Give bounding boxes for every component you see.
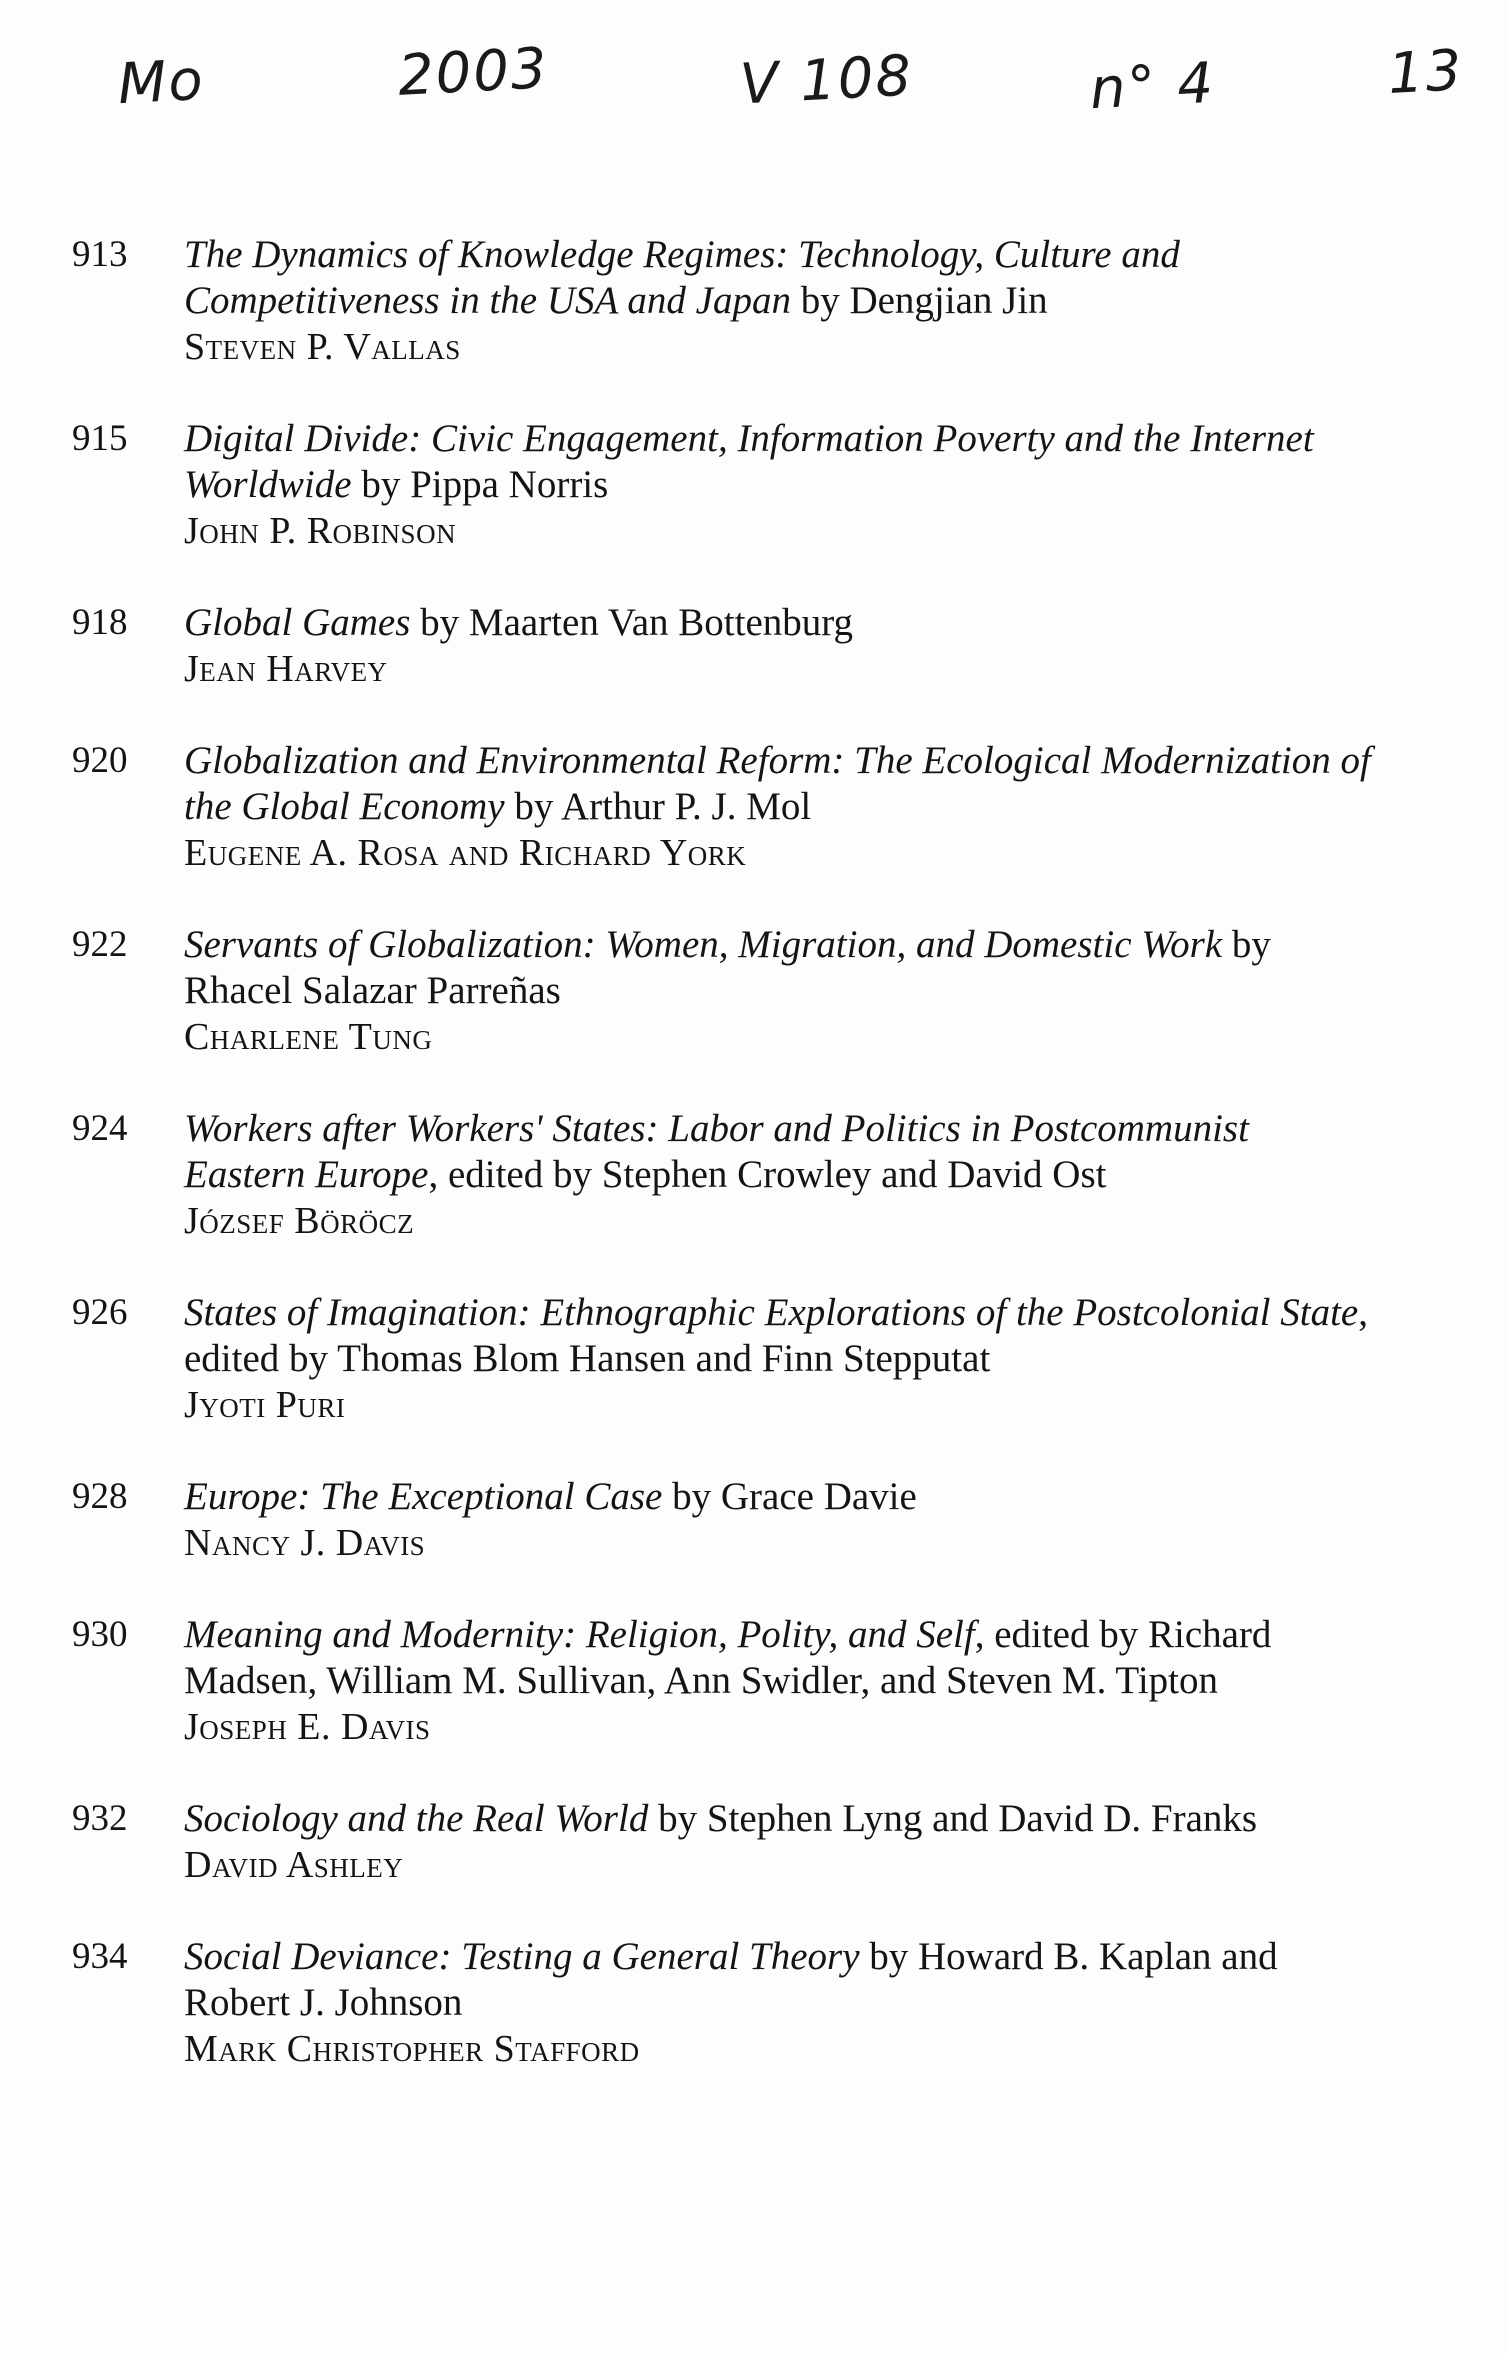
book-credit: by Maarten Van Bottenburg [410, 601, 854, 644]
page-number: 920 [72, 740, 128, 781]
page-number: 932 [72, 1798, 128, 1839]
book-credit: by Rhacel Salazar Parreñas [184, 923, 1271, 1012]
book-credit: by Dengjian Jin [790, 279, 1048, 322]
book-title: The Dynamics of Knowledge Regimes: Technology, Culture and Competitiveness in the USA and Japan [184, 233, 1180, 322]
book-credit: , edited by Stephen Crowley and David Ost [428, 1153, 1107, 1196]
review-entry [72, 1106, 1377, 1244]
entry-body [184, 1796, 1377, 1888]
reviewer-name: David Ashley [184, 1844, 404, 1886]
page-number: 924 [72, 1108, 128, 1149]
entry-body [184, 232, 1377, 370]
book-title: Meaning and Modernity: Religion, Polity, and Self [184, 1613, 975, 1656]
review-entry [72, 600, 1377, 692]
book-credit: by Pippa Norris [351, 463, 609, 506]
book-title: Global Games [184, 601, 411, 644]
book-credit: by Stephen Lyng and David D. Franks [648, 1797, 1258, 1840]
entry-body [184, 600, 1377, 692]
handwritten-note: Mo [116, 47, 207, 118]
book-credit: , edited by Thomas Blom Hansen and Finn Stepputat [184, 1291, 1368, 1380]
entry-body [184, 1106, 1377, 1244]
handwritten-note: 2003 [396, 36, 551, 109]
entry-body [184, 922, 1377, 1060]
page-number: 922 [72, 924, 128, 965]
review-entry [72, 232, 1377, 370]
reviewer-name: Joseph E. Davis [184, 1706, 431, 1748]
book-citation [184, 232, 1377, 324]
book-citation [184, 1934, 1377, 2026]
page-number: 926 [72, 1292, 128, 1333]
review-entry [72, 1934, 1377, 2072]
book-title: Servants of Globalization: Women, Migration, and Domestic Work [184, 923, 1223, 966]
reviewer-name: József Böröcz [184, 1200, 415, 1242]
page-number: 913 [72, 234, 128, 275]
book-title: Workers after Workers' States: Labor and Politics in Postcommunist Eastern Europe [184, 1107, 1249, 1196]
book-citation [184, 922, 1377, 1014]
review-entry [72, 738, 1377, 876]
book-citation [184, 1474, 1377, 1520]
handwritten-note: 13 [1386, 38, 1465, 107]
book-citation [184, 600, 1377, 646]
book-credit: by Arthur P. J. Mol [504, 785, 812, 828]
book-citation [184, 1106, 1377, 1198]
page-number: 928 [72, 1476, 128, 1517]
reviewer-name: Nancy J. Davis [184, 1522, 426, 1564]
book-title: Europe: The Exceptional Case [184, 1475, 663, 1518]
book-citation [184, 1612, 1377, 1704]
review-list [72, 232, 1377, 2118]
review-entry [72, 1290, 1377, 1428]
book-title: States of Imagination: Ethnographic Explorations of the Postcolonial State [184, 1291, 1359, 1334]
book-credit: by Grace Davie [662, 1475, 917, 1518]
reviewer-name: Jyoti Puri [184, 1384, 346, 1426]
review-entry [72, 416, 1377, 554]
entry-body [184, 738, 1377, 876]
page-number: 934 [72, 1936, 128, 1977]
reviewer-name: Mark Christopher Stafford [184, 2028, 640, 2070]
entry-body [184, 416, 1377, 554]
entry-body [184, 1290, 1377, 1428]
reviewer-name: John P. Robinson [184, 510, 457, 552]
entry-body [184, 1612, 1377, 1750]
page-number: 930 [72, 1614, 128, 1655]
reviewer-name: Eugene A. Rosa and Richard York [184, 832, 747, 874]
review-entry [72, 1612, 1377, 1750]
review-entry [72, 1474, 1377, 1566]
book-title: Social Deviance: Testing a General Theory [184, 1935, 860, 1978]
book-credit: , edited by Richard Madsen, William M. Sullivan, Ann Swidler, and Steven M. Tipton [184, 1613, 1272, 1702]
book-title: Digital Divide: Civic Engagement, Information Poverty and the Internet Worldwide [184, 417, 1314, 506]
book-citation [184, 1796, 1377, 1842]
book-citation [184, 416, 1377, 508]
review-entry [72, 922, 1377, 1060]
handwritten-note: V 108 [738, 43, 915, 118]
book-citation [184, 1290, 1377, 1382]
reviewer-name: Jean Harvey [184, 648, 388, 690]
entry-body [184, 1474, 1377, 1566]
book-credit: by Howard B. Kaplan and Robert J. Johnson [184, 1935, 1278, 2024]
book-title: Sociology and the Real World [184, 1797, 649, 1840]
handwritten-annotations [0, 36, 1507, 150]
review-entry [72, 1796, 1377, 1888]
page-number: 915 [72, 418, 128, 459]
handwritten-note: n° 4 [1088, 50, 1217, 123]
entry-body [184, 1934, 1377, 2072]
page-number: 918 [72, 602, 128, 643]
book-title: Globalization and Environmental Reform: The Ecological Modernization of the Global Economy [184, 739, 1371, 828]
book-citation [184, 738, 1377, 830]
reviewer-name: Steven P. Vallas [184, 326, 461, 368]
reviewer-name: Charlene Tung [184, 1016, 433, 1058]
